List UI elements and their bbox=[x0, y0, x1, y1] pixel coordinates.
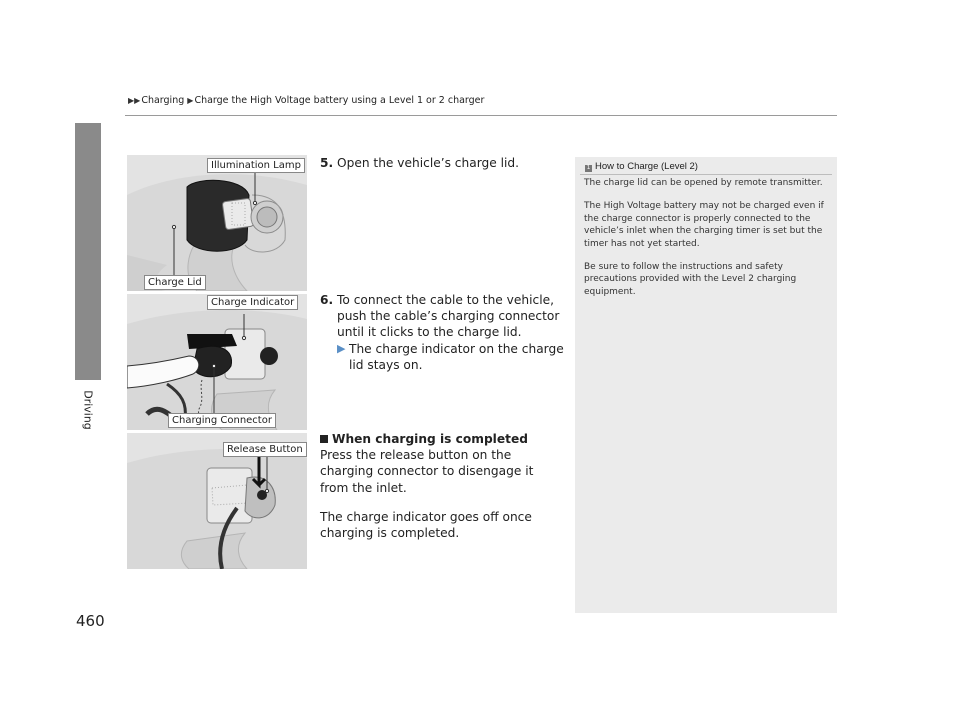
figure-release-connector bbox=[127, 433, 307, 569]
note-paragraph-3: Be sure to follow the instructions and safety precautions provided with the Level 2 charging equipment. bbox=[584, 262, 797, 297]
breadcrumb-topic[interactable]: Charge the High Voltage battery using a Level 1 or 2 charger bbox=[194, 95, 485, 106]
note-paragraph-1: The charge lid can be opened by remote transmitter. bbox=[584, 178, 823, 188]
breadcrumb-arrow-icon: ▶ bbox=[187, 96, 194, 105]
header-rule bbox=[125, 115, 837, 116]
figure-connect-cable bbox=[127, 294, 307, 430]
callout-charging-connector: Charging Connector bbox=[168, 413, 276, 428]
charge-lid-illustration bbox=[127, 155, 307, 291]
callout-illumination-lamp: Illumination Lamp bbox=[207, 158, 305, 173]
note-marker-icon: 1 bbox=[586, 165, 591, 171]
note-title-text: How to Charge (Level 2) bbox=[595, 161, 698, 172]
callout-release-button: Release Button bbox=[223, 442, 307, 457]
completed-heading: When charging is completed bbox=[332, 432, 528, 446]
breadcrumb-section[interactable]: Charging bbox=[141, 95, 185, 106]
figure-open-charge-lid bbox=[127, 155, 307, 291]
callout-charge-lid: Charge Lid bbox=[144, 275, 206, 290]
charging-completed-section bbox=[320, 431, 565, 541]
step-6-result: The charge indicator on the charge lid stays on. bbox=[349, 341, 564, 372]
chapter-label: Driving bbox=[81, 390, 95, 430]
note-title bbox=[585, 161, 698, 172]
step-5-number: 5. bbox=[320, 156, 334, 170]
step-5-text: Open the vehicle’s charge lid. bbox=[337, 156, 519, 170]
section-square-icon bbox=[320, 435, 328, 443]
step-5 bbox=[320, 155, 565, 171]
connect-cable-illustration bbox=[127, 294, 307, 430]
note-paragraph-2: The High Voltage battery may not be charged even if the charge connector is properly connected to the vehicle’s inlet when the charging timer is set but the timer has not yet started. bbox=[584, 201, 824, 249]
breadcrumb bbox=[128, 95, 484, 106]
step-6-number: 6. bbox=[320, 293, 334, 307]
step-6 bbox=[320, 292, 565, 373]
note-panel bbox=[575, 157, 837, 613]
completed-paragraph-1: Press the release button on the charging connector to disengage it from the inlet. bbox=[320, 448, 534, 495]
note-body bbox=[584, 177, 830, 309]
page-number: 460 bbox=[76, 612, 105, 630]
note-divider bbox=[580, 174, 832, 175]
completed-paragraph-2: The charge indicator goes off once charging is completed. bbox=[320, 509, 532, 541]
breadcrumb-arrow-icon: ▶▶ bbox=[128, 96, 141, 105]
result-arrow-icon: ▶ bbox=[337, 341, 346, 355]
step-6-text: To connect the cable to the vehicle, push the cable’s charging connector until it clicks to the charge lid. bbox=[337, 293, 560, 340]
chapter-tab bbox=[75, 123, 101, 380]
callout-charge-indicator: Charge Indicator bbox=[207, 295, 298, 310]
